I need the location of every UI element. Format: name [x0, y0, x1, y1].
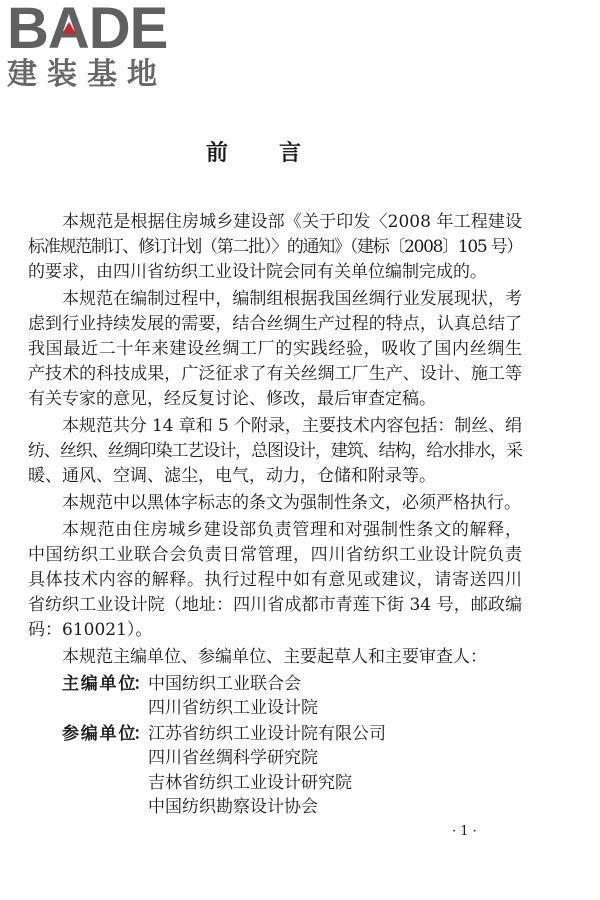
logo-wordmark	[7, 0, 168, 61]
text-line: 标准规范制订、修订计划（第二批）〉的通知》（建标〔2008〕105 号）	[28, 237, 522, 257]
text-line: 本规范由住房城乡建设部负责管理和对强制性条文的解释，	[62, 520, 522, 540]
editor-row	[28, 771, 522, 795]
text-line: 码：610021）。	[28, 620, 153, 640]
text-line: 我国最近二十年来建设丝绸工厂的实践经验，吸收了国内丝绸生	[28, 339, 522, 359]
text-line: 中国纺织工业联合会负责日常管理，四川省纺织工业设计院负责	[28, 545, 522, 565]
paragraph	[28, 414, 522, 489]
paragraph	[28, 491, 522, 516]
bade-logo	[7, 0, 167, 92]
text-line: 的要求，由四川省纺织工业设计院会同有关单位编制完成的。	[28, 262, 487, 282]
editor-row	[28, 795, 522, 819]
page-title: 前言	[206, 140, 353, 166]
text-line: 本规范共分 14 章和 5 个附录，主要技术内容包括：制丝、绢	[62, 416, 522, 436]
text-line: 暖、通风、空调、滤尘，电气，动力，仓储和附录等。	[28, 466, 436, 486]
paragraph	[28, 287, 522, 412]
text-line: 本规范中以黑体字标志的条文为强制性条文，必须严格执行。	[62, 493, 521, 513]
organization-name: 四川省纺织工业设计院	[148, 698, 318, 719]
text-line: 本规范主编单位、参编单位、主要起草人和主要审查人：	[62, 647, 487, 667]
text-line: 本规范在编制过程中，编制组根据我国丝绸行业发展现状，考	[62, 289, 522, 309]
text-line: 产技术的科技成果，广泛征求了有关丝绸工厂生产、设计、施工等	[28, 364, 522, 384]
logo-letter: E	[129, 0, 168, 61]
page-number: · 1 ·	[452, 824, 477, 839]
editor-row	[28, 696, 522, 720]
text-line: 虑到行业持续发展的需要，结合丝绸生产过程的特点，认真总结了	[28, 314, 522, 334]
participating-editor-label: 参 编 单 位：	[62, 723, 148, 744]
preface-body	[28, 210, 522, 820]
editor-row	[28, 722, 522, 746]
organization-name: 江苏省纺织工业设计院有限公司	[148, 723, 386, 744]
organization-name: 中国纺织工业联合会	[148, 674, 301, 694]
logo-letter: D	[88, 0, 130, 61]
organization-name: 吉林省纺织工业设计研究院	[148, 772, 352, 793]
text-line: 有关专家的意见，经反复讨论、修改，最后审查定稿。	[28, 389, 436, 409]
paragraph	[28, 210, 522, 285]
paragraph	[28, 518, 522, 643]
text-line: 纺、丝织、丝绸印染工艺设计，总图设计，建筑、结构，给水排水，采	[28, 441, 522, 461]
paragraph	[28, 645, 522, 670]
organization-name: 四川省丝绸科学研究院	[148, 748, 318, 769]
logo-letter: B	[7, 0, 48, 61]
organization-name: 中国纺织勘察设计协会	[148, 797, 318, 818]
editor-row	[28, 672, 522, 696]
logo-tagline: 建装基地	[7, 57, 167, 92]
chief-editor-label: 主 编 单 位：	[62, 674, 148, 694]
chief-editor-group	[28, 672, 522, 721]
text-line: 省纺织工业设计院（地址：四川省成都市青莲下街 34 号，邮政编	[28, 595, 522, 615]
text-line: 本规范是根据住房城乡建设部《关于印发〈2008 年工程建设	[62, 212, 522, 232]
editor-row	[28, 746, 522, 770]
editor-list	[28, 672, 522, 819]
participating-editor-group	[28, 722, 522, 820]
logo-letter: A	[47, 0, 89, 61]
text-line: 具体技术内容的解释。执行过程中如有意见或建议，请寄送四川	[28, 570, 522, 590]
